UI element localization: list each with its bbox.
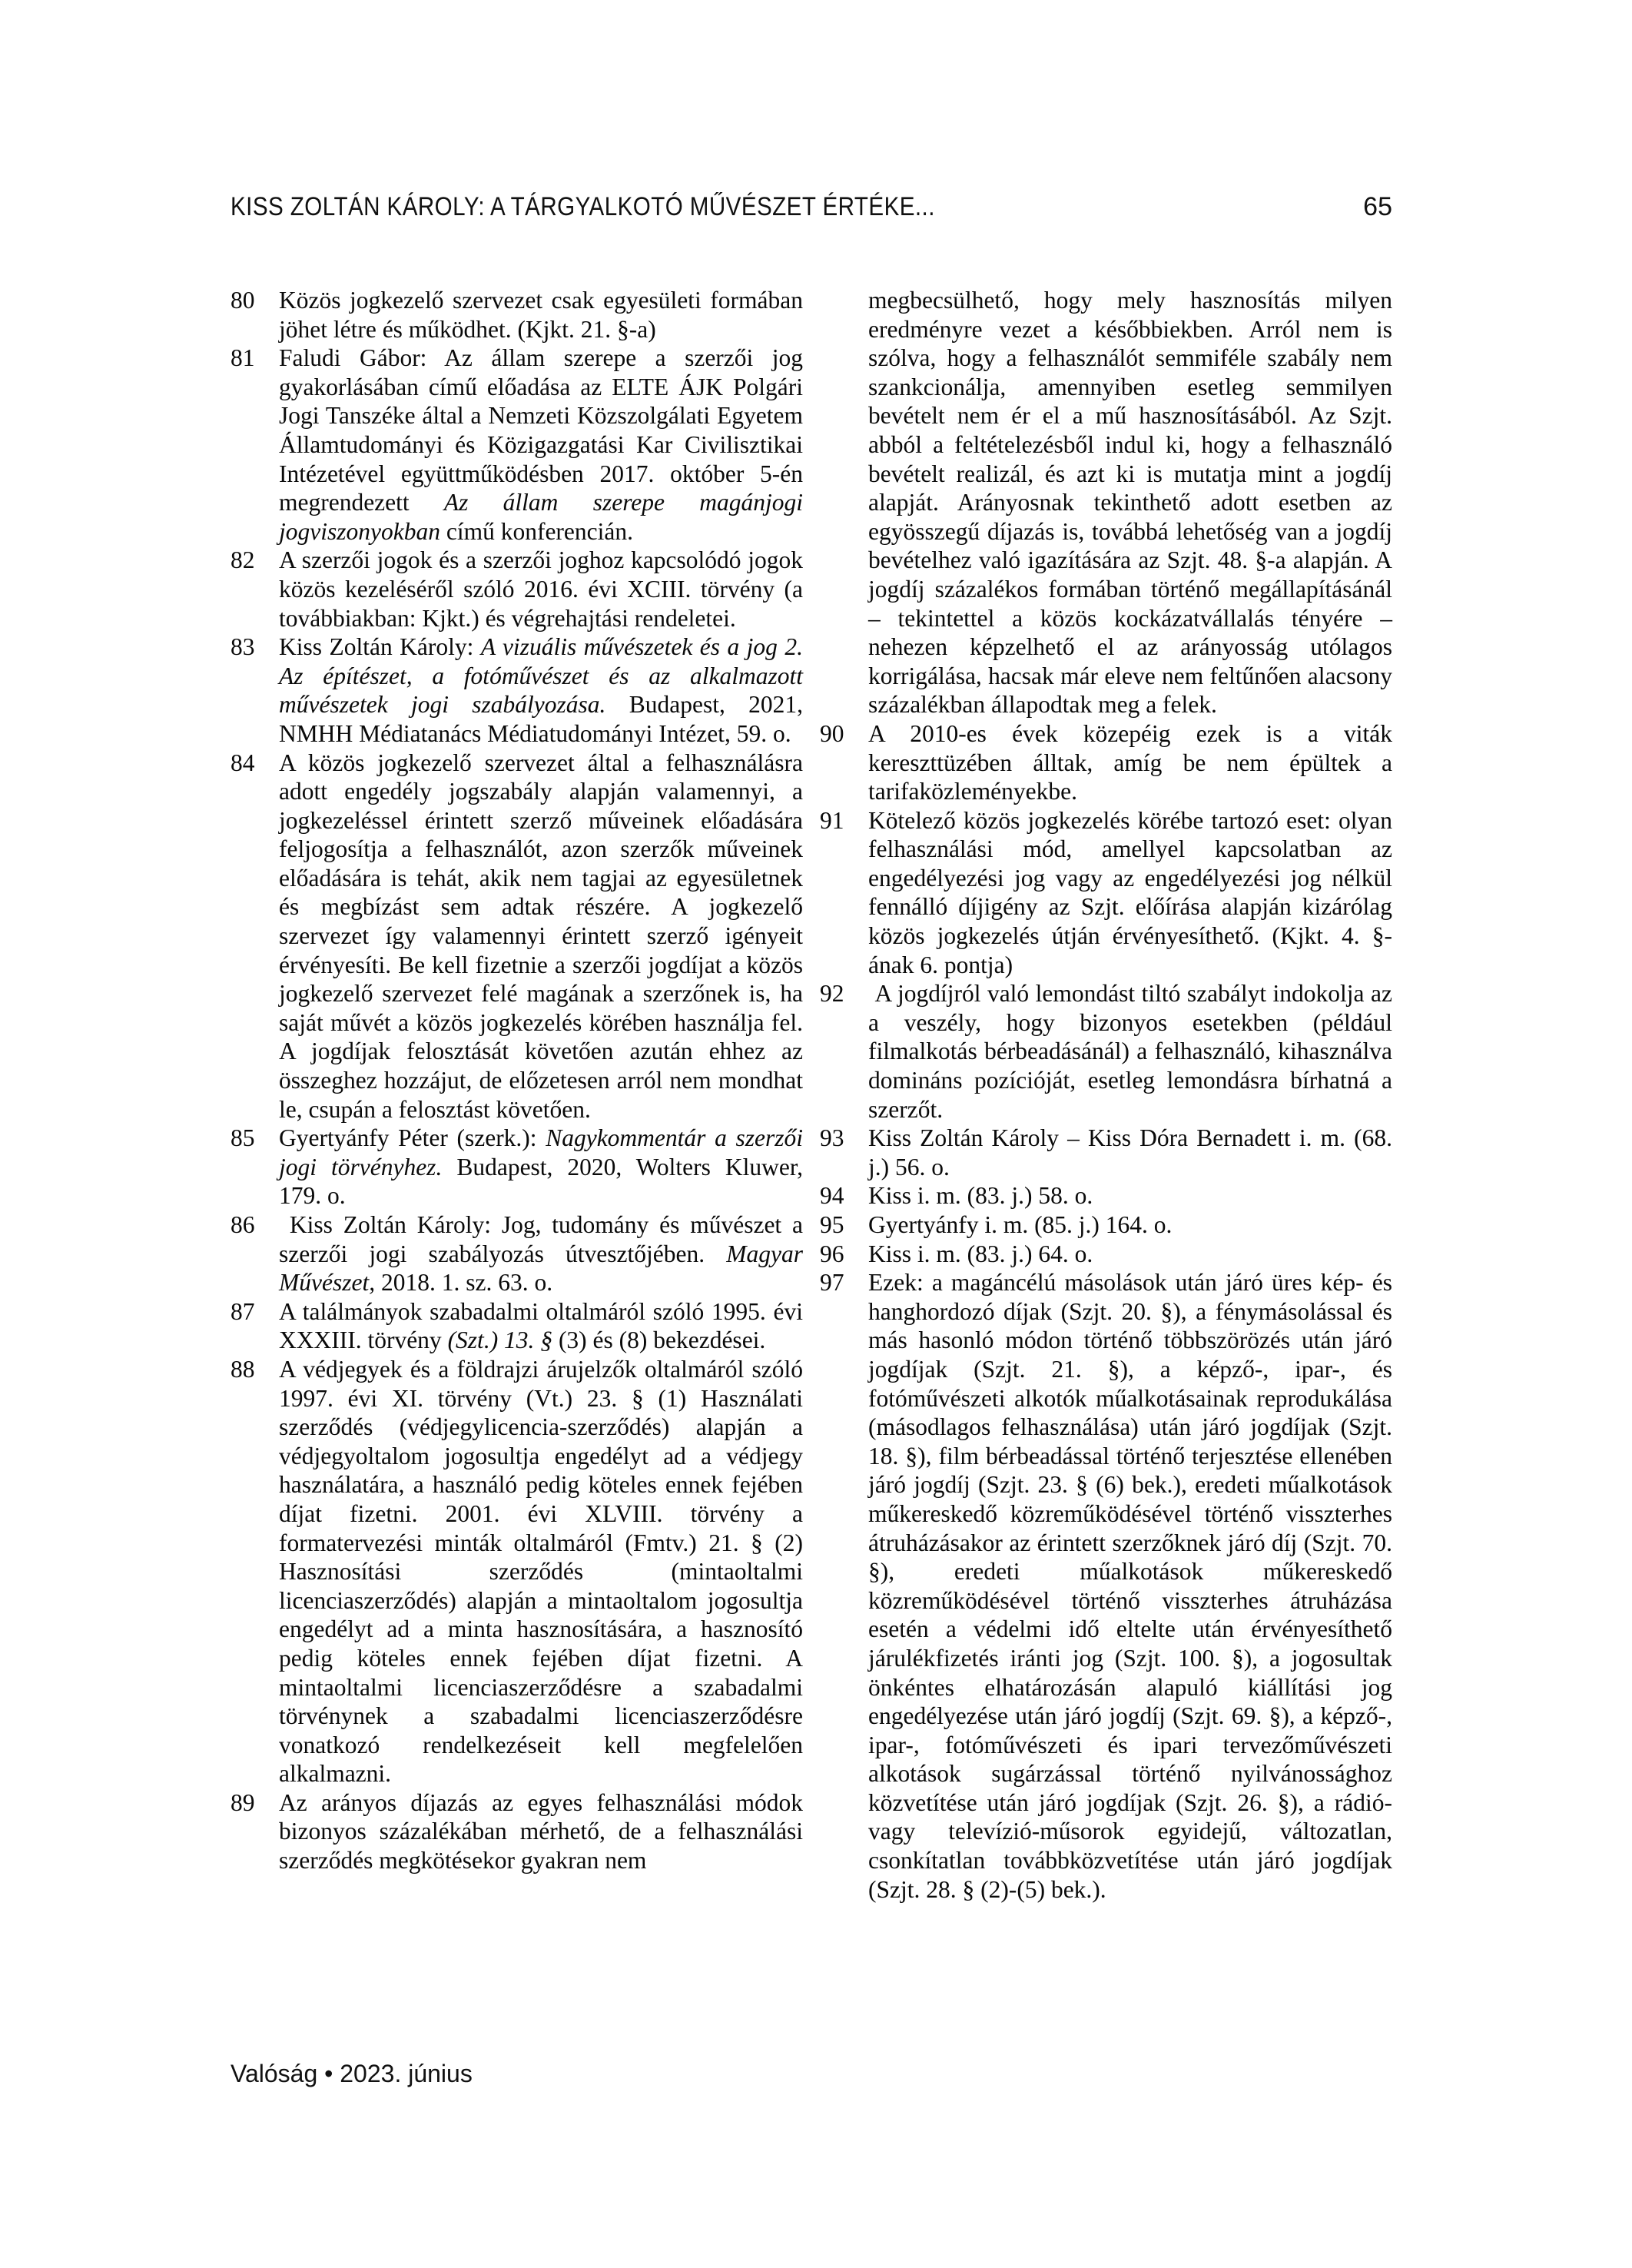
endnotes-right-column: [820, 286, 1392, 1904]
note-item: [231, 1355, 803, 1788]
note-number: 82: [231, 546, 255, 574]
note-item: [231, 286, 803, 344]
endnotes-section: [231, 286, 1392, 1904]
note-item: [231, 633, 803, 748]
note-number: 96: [820, 1240, 844, 1267]
page-number: 65: [1363, 192, 1392, 221]
note-item: [820, 719, 1392, 806]
note-text: Kiss Zoltán Károly: Jog, tudomány és művészet a szerzői jogi szabályozás útvesztőjében. Magyar Művészet, 2018. 1. sz. 63. o.: [279, 1211, 803, 1297]
note-item: [820, 1124, 1392, 1181]
note-item: [231, 1210, 803, 1297]
note-number: 92: [820, 980, 844, 1008]
note-number: 97: [820, 1269, 844, 1297]
note-text: Az arányos díjazás az egyes felhasználási módok bizonyos százalékában mérhető, de a felhasználási szerződés megkötésekor gyakran nem: [279, 1788, 803, 1875]
note-text: A szerzői jogok és a szerzői joghoz kapcsolódó jogok közös kezeléséről szóló 2016. évi XCIII. törvény (a továbbiakban: Kjkt.) és végrehajtási rendeletei.: [279, 546, 803, 632]
note-item: [820, 286, 1392, 719]
note-item: [820, 1181, 1392, 1210]
footer-journal-line: Valóság • 2023. június: [231, 2060, 473, 2087]
note-item: [231, 1297, 803, 1355]
note-item: [231, 749, 803, 1124]
note-number: 93: [820, 1124, 844, 1152]
note-text: Kiss Zoltán Károly: A vizuális művészetek és a jog 2. Az építészet, a fotóművészet és az alkalmazott művészetek jogi szabályozása. Budapest, 2021, NMHH Médiatanács Médiatudományi Intézet, 59. o.: [279, 633, 804, 747]
note-text: Kiss i. m. (83. j.) 64. o.: [868, 1240, 1093, 1267]
note-number: 81: [231, 344, 255, 372]
note-text: Faludi Gábor: Az állam szerepe a szerzői jog gyakorlásában című előadása az ELTE ÁJK Polgári Jogi Tanszéke által a Nemzeti Közszolgálati Egyetem Államtudományi és Közigazgatási Kar Civilisztikai Intézetével együttműködésben 2017. október 5-én megrendezett Az állam szerepe magánjogi jogviszonyokban című konferencián.: [279, 344, 803, 545]
note-number: 84: [231, 749, 255, 776]
note-item: [820, 1240, 1392, 1269]
note-text: Gyertyánfy Péter (szerk.): Nagykommentár a szerzői jogi törvényhez. Budapest, 2020, Wolters Kluwer, 179. o.: [279, 1124, 803, 1210]
note-item: [231, 1124, 803, 1210]
note-item: [820, 806, 1392, 980]
note-number: 90: [820, 719, 844, 747]
note-text: Kiss i. m. (83. j.) 58. o.: [868, 1182, 1093, 1210]
note-number: 95: [820, 1211, 844, 1238]
note-number: 86: [231, 1211, 255, 1238]
note-item: [820, 1268, 1392, 1904]
note-item: [820, 979, 1392, 1124]
note-number: 88: [231, 1355, 255, 1383]
note-text: Ezek: a magáncélú másolások után járó üres kép- és hanghordozó díjak (Szjt. 20. §), a fénymásolással és más hasonló módon történő többszörözés után járó jogdíjak (Szjt. 21. §), a képző-, ipar-, és fotóművészeti alkotók műalkotásainak reprodukálása (másodlagos felhasználása) után járó jogdíjak (Szjt. 18. §), film bérbeadással történő terjesztése ellenében járó jogdíj (Szjt. 23. § (6) bek.), eredeti műalkotások műkereskedő közreműködésével történő visszterhes átruházásakor az érintett szerzőknek járó díj (Szjt. 70. §), eredeti műalkotások műkereskedő közreműködésével történő visszterhes átruházása esetén a védelmi idő eltelte után érvényesíthető járulékfizetés iránti jog (Szjt. 100. §), a jogosultak önkéntes elhatározásán alapuló kiállítási jog engedélyezése után járó jogdíj (Szjt. 69. §), a képző-, ipar-, fotóművészeti és ipari tervezőművészeti alkotások sugárzással történő nyilvánossághoz közvetítése után járó jogdíjak (Szjt. 26. §), a rádió- vagy televízió-műsorok egyidejű, változatlan, csonkítatlan továbbközvetítése után járó jogdíjak (Szjt. 28. § (2)-(5) bek.).: [868, 1269, 1392, 1903]
note-text: Kiss Zoltán Károly – Kiss Dóra Bernadett i. m. (68. j.) 56. o.: [868, 1124, 1392, 1180]
note-item: [231, 1788, 803, 1875]
note-number: 83: [231, 633, 255, 661]
note-number: 80: [231, 287, 255, 314]
note-text: A közös jogkezelő szervezet által a felhasználásra adott engedély jogszabály alapján valamennyi, a jogkezeléssel érintett szerző műveinek előadására feljogosítja a felhasználót, azon szerzők műveinek előadására is tehát, akik nem tagjai az egyesületnek és megbízást sem adtak részére. A jogkezelő szervezet így valamennyi érintett szerző igényeit érvényesíti. Be kell fizetnie a szerzői jogdíjat a közös jogkezelő szervezet felé magának a szerzőnek is, ha saját művét a közös jogkezelés körében használja fel. A jogdíjak felosztását követően azután ehhez az összeghez hozzájut, de előzetesen arról nem mondhat le, csupán a felosztást követően.: [279, 749, 803, 1123]
note-number: 85: [231, 1124, 255, 1152]
note-number: 89: [231, 1788, 255, 1816]
note-number: 87: [231, 1297, 255, 1325]
note-text: A védjegyek és a földrajzi árujelzők oltalmáról szóló 1997. évi XI. törvény (Vt.) 23. § (1) Használati szerződés (védjegylicencia-szerződés) alapján a védjegyoltalom jogosultja engedélyt ad a védjegy használatára, a használó pedig köteles ennek fejében díjat fizetni. 2001. évi XLVIII. törvény a formatervezési minták oltalmáról (Fmtv.) 21. § (2) Hasznosítási szerződés (mintaoltalmi licenciaszerződés) alapján a mintaoltalom jogosultja engedélyt ad a minta hasznosítására, a hasznosító pedig köteles ennek fejében díjat fizetni. A mintaoltalmi licenciaszerződésre a szabadalmi törvénynek a szabadalmi licenciaszerződésre vonatkozó rendelkezéseit kell megfelelően alkalmazni.: [279, 1355, 803, 1788]
note-text: Kötelező közös jogkezelés körébe tartozó eset: olyan felhasználási mód, amellyel kapcsolatban az engedélyezési jog vagy az engedélyezési jog nélkül fennálló díjigény az Szjt. előírása alapján kizárólag közös jogkezelés útján érvényesíthető. (Kjkt. 4. §-ának 6. pontja): [868, 806, 1392, 978]
running-header-title: KISS ZOLTÁN KÁROLY: A TÁRGYALKOTÓ MŰVÉSZET ÉRTÉKE...: [231, 192, 935, 221]
note-item: [231, 344, 803, 546]
note-number: 94: [820, 1182, 844, 1210]
note-text: Közös jogkezelő szervezet csak egyesületi formában jöhet létre és működhet. (Kjkt. 21. §-a): [279, 287, 803, 343]
endnotes-left-column: [231, 286, 803, 1904]
note-number: 91: [820, 806, 844, 834]
note-item: [231, 546, 803, 633]
note-text: Gyertyánfy i. m. (85. j.) 164. o.: [868, 1211, 1173, 1238]
note-text: A jogdíjról való lemondást tiltó szabályt indokolja az a veszély, hogy bizonyos esetekben (például filmalkotás bérbeadásánál) a felhasználó, kihasználva domináns pozícióját, esetleg lemondásra bírhatná a szerzőt.: [868, 980, 1392, 1123]
note-text: megbecsülhető, hogy mely hasznosítás milyen eredményre vezet a későbbiekben. Arról nem is szólva, hogy a felhasználót semmiféle szabály nem szankcionálja, amennyiben esetleg semmilyen bevételt nem ér el a mű hasznosításából. Az Szjt. abból a feltételezésből indul ki, hogy a felhasználó bevételt realizál, és azt ki is mutatja mint a jogdíj alapját. Arányosnak tekinthető adott esetben az egyösszegű díjazás is, továbbá lehetőség van a jogdíj bevételhez való igazítására az Szjt. 48. §-a alapján. A jogdíj százalékos formában történő megállapításánál – tekintettel a közös kockázatvállalás tényére – nehezen képzelhető el az arányosság utólagos korrigálása, hacsak már eleve nem feltűnően alacsony százalékban állapodtak meg a felek.: [868, 287, 1392, 719]
note-text: A találmányok szabadalmi oltalmáról szóló 1995. évi XXXIII. törvény (Szt.) 13. § (3) és (8) bekezdései.: [279, 1297, 803, 1354]
note-text: A 2010-es évek közepéig ezek is a viták kereszttüzében álltak, amíg be nem épültek a tarifaközleményekbe.: [868, 719, 1392, 805]
note-item: [820, 1210, 1392, 1240]
